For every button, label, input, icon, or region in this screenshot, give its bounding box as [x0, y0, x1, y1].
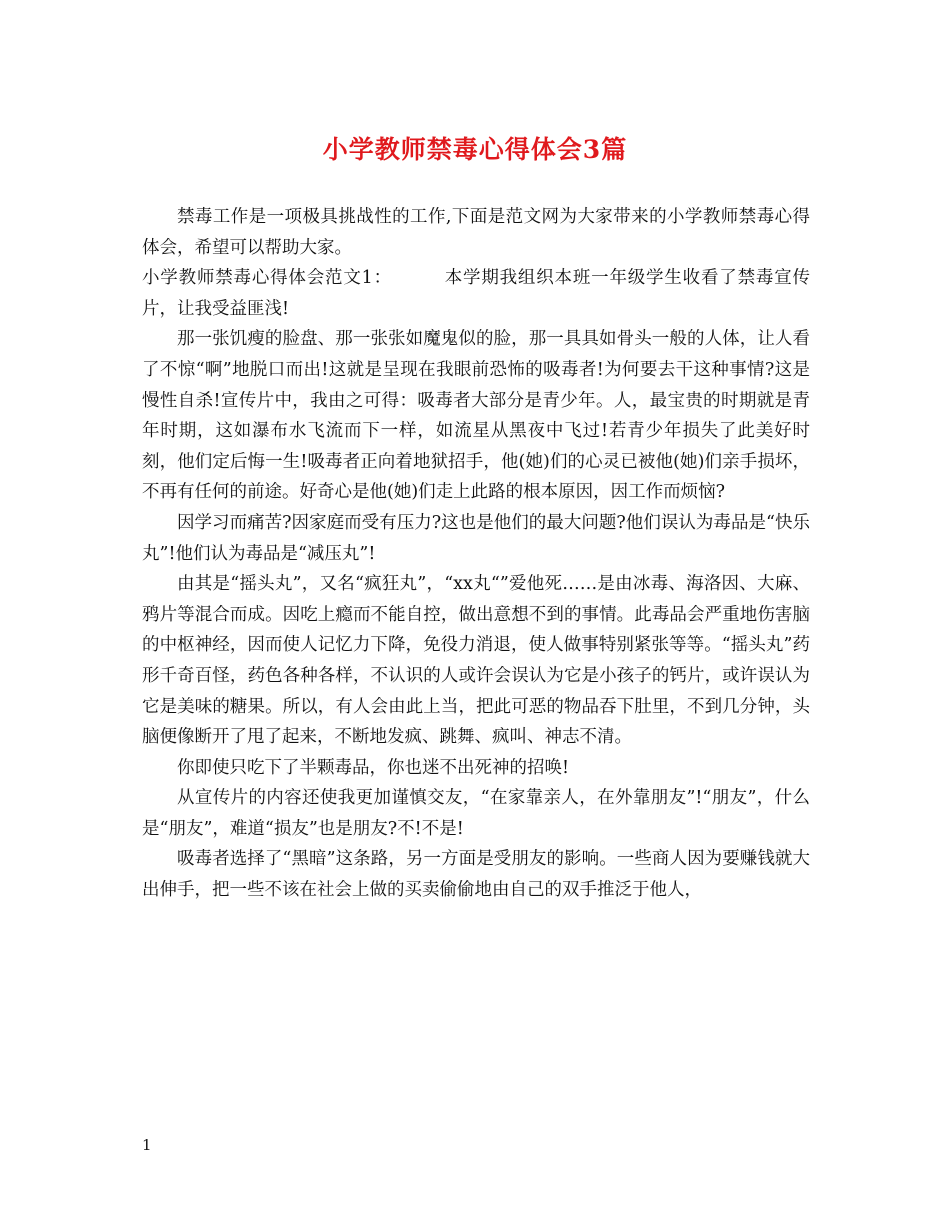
section-paragraph: [142, 263, 810, 324]
intro-paragraph: 禁毒工作是一项极具挑战性的工作,下面是范文网为大家带来的小学教师禁毒心得体会，希望可以帮助大家。: [142, 207, 810, 258]
body-paragraph-3: 由其是“摇头丸”，又名“疯狂丸”，“xx丸“”爱他死……是由冰毒、海洛因、大麻、鸦片等混合而成。因吃上瘾而不能自控，做出意想不到的事情。此毒品会严重地伤害脑的中枢神经，因而使人记忆力下降，免役力消退，使人做事特别紧张等等。“摇头丸”药形千奇百怪，药色各种各样，不认识的人或许会误认为它是小孩子的钙片，或许误认为它是美味的糖果。所以，有人会由此上当，把此可恶的物品吞下肚里，不到几分钟，头脑便像断开了甩了起来，不断地发疯、跳舞、疯叫、神志不清。: [142, 574, 810, 748]
body-paragraph-6: 吸毒者选择了“黑暗”这条路，另一方面是受朋友的影响。一些商人因为要赚钱就大出伸手，把一些不该在社会上做的买卖偷偷地由自己的双手推泛于他人，: [142, 849, 810, 901]
body-paragraph-5: 从宣传片的内容还使我更加谨慎交友，“在家靠亲人，在外靠朋友”!“朋友”，什么是“朋友”，难道“损友”也是朋友?不!不是!: [142, 788, 810, 839]
document-body: [142, 202, 810, 906]
body-paragraph-1: 那一张饥瘦的脸盘、那一张张如魔鬼似的脸，那一具具如骨头一般的人体，让人看了不惊“啊”地脱口而出!这就是呈现在我眼前恐怖的吸毒者!为何要去干这种事情?这是慢性自杀!宣传片中，我由之可得：吸毒者大部分是青少年。人，最宝贵的时期就是青年时期，这如瀑布水飞流而下一样，如流星从黑夜中飞过!若青少年损失了此美好时刻，他们定后悔一生!吸毒者正向着地狱招手，他(她)们的心灵已被他(她)们亲手损坏，不再有任何的前途。好奇心是他(她)们走上此路的根本原因，因工作而烦恼?: [142, 329, 810, 503]
body-paragraph-4: 你即使只吃下了半颗毒品，你也迷不出死神的招唤!: [177, 757, 570, 778]
page-number: 1: [142, 1136, 152, 1154]
section-heading: 小学教师禁毒心得体会范文1：: [142, 268, 392, 289]
document-title: 小学教师禁毒心得体会3篇: [322, 135, 628, 164]
section-first-text: 本学期我组织本班一年级学生收看了禁毒宣传片，让我受益匪浅!: [142, 268, 810, 319]
body-paragraph-2: 因学习而痛苦?因家庭而受有压力?这也是他们的最大问题?他们误认为毒品是“快乐丸”!他们认为毒品是“减压丸”!: [142, 512, 810, 564]
